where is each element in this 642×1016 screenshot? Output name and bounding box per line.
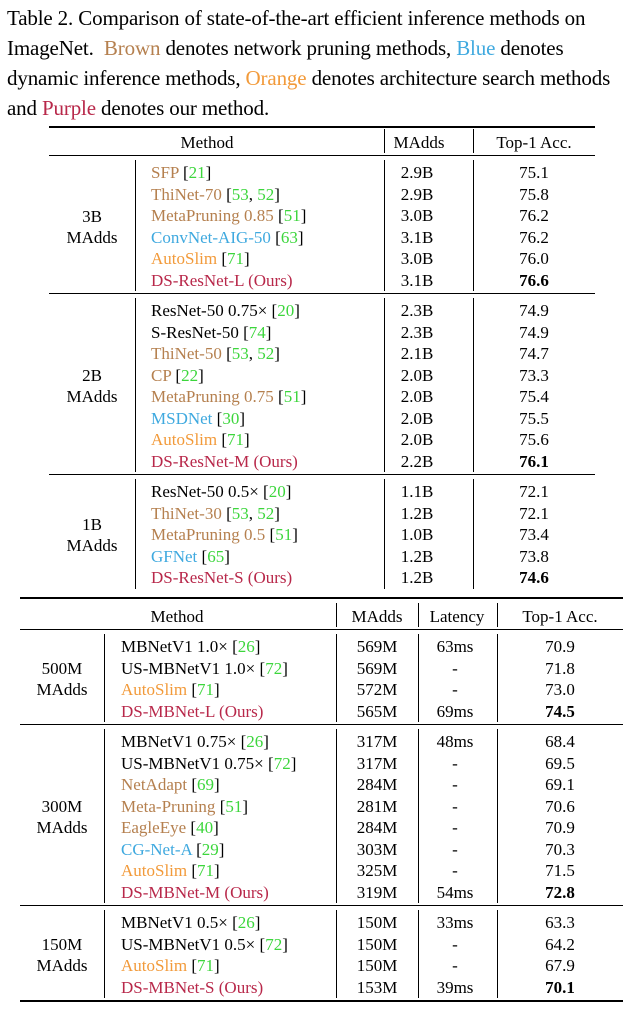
- madds-value: 2.0B: [400, 387, 434, 406]
- method-cell: AutoSlim [71]: [151, 249, 250, 268]
- madds-value: 150M: [356, 913, 398, 932]
- method-cell: AutoSlim [71]: [121, 956, 220, 975]
- header-method: Method: [180, 133, 234, 152]
- method-cell: AutoSlim [71]: [121, 861, 220, 880]
- latency-value: -: [452, 861, 458, 880]
- citation-link[interactable]: 26: [237, 637, 255, 656]
- citation-link[interactable]: 69: [197, 775, 215, 794]
- header-latency: Latency: [429, 607, 485, 626]
- madds-value: 317M: [356, 732, 398, 751]
- top1-value: 69.5: [545, 753, 575, 773]
- citation-link[interactable]: 53: [231, 344, 249, 363]
- method-cell: GFNet [65]: [151, 546, 230, 566]
- group-label: [36, 934, 87, 976]
- citation-link[interactable]: 20: [268, 482, 286, 501]
- top1-value: 76.2: [519, 206, 549, 225]
- column-divider: [336, 634, 337, 722]
- top1-value: 72.1: [519, 503, 549, 523]
- method-name: S-ResNet-50: [151, 322, 239, 342]
- method-name: US-MBNetV1 0.75×: [121, 753, 264, 773]
- citation-link[interactable]: 72: [273, 753, 291, 773]
- group-label-line: 1B: [82, 514, 102, 534]
- method-name: NetAdapt: [121, 775, 188, 794]
- method-cell: MetaPruning 0.85 [51]: [151, 206, 307, 225]
- citation-link[interactable]: 71: [197, 956, 215, 975]
- group-rule: [20, 905, 623, 906]
- group-divider: [104, 634, 105, 722]
- madds-value: 1.2B: [400, 568, 434, 587]
- group-rule: [20, 724, 623, 725]
- method-cell: [151, 567, 292, 588]
- method-cell: ResNet-50 0.5× [20]: [151, 482, 292, 501]
- madds-value: 2.9B: [400, 163, 434, 182]
- column-divider: [497, 729, 498, 903]
- madds-value: 319M: [356, 882, 398, 902]
- caption-after-blue: denotes dynamic inference methods,: [7, 36, 564, 90]
- madds-value: 1.2B: [400, 503, 434, 523]
- top1-value: 70.1: [545, 977, 575, 997]
- group-label-line: MAdds: [36, 956, 88, 975]
- method-cell: ConvNet-AIG-50 [63]: [151, 227, 304, 247]
- column-divider: [336, 910, 337, 998]
- method-cell: US-MBNetV1 0.75× [72]: [121, 753, 297, 773]
- top1-value: 73.3: [519, 365, 549, 385]
- latency-value: -: [452, 934, 458, 954]
- column-divider: [384, 479, 385, 589]
- method-name: DS-MBNet-S (Ours): [121, 977, 264, 997]
- method-cell: MSDNet [30]: [151, 408, 245, 428]
- method-name: DS-ResNet-S (Ours): [151, 568, 293, 587]
- top1-value: 70.6: [545, 796, 575, 816]
- top1-value: 68.4: [545, 732, 575, 751]
- column-divider: [473, 129, 474, 153]
- madds-value: 565M: [356, 701, 398, 721]
- top1-value: 73.0: [545, 680, 575, 699]
- method-name: AutoSlim: [151, 249, 218, 268]
- method-name: ThiNet-50: [151, 344, 222, 363]
- top1-value: 70.3: [545, 839, 575, 859]
- top1-value: 74.6: [519, 568, 549, 587]
- top1-value: 64.2: [545, 934, 575, 954]
- citation-link[interactable]: 29: [201, 839, 219, 859]
- column-divider: [336, 729, 337, 903]
- column-divider: [497, 634, 498, 722]
- method-name: CP: [151, 365, 172, 385]
- latency-value: 54ms: [436, 882, 474, 902]
- caption-brown-word: Brown: [103, 36, 161, 60]
- method-cell: ThiNet-50 [53, 52]: [151, 344, 280, 363]
- madds-value: 2.0B: [400, 408, 434, 428]
- top1-value: 76.6: [519, 270, 549, 290]
- group-label-line: 3B: [82, 206, 102, 226]
- header-rule: [20, 629, 623, 630]
- citation-link[interactable]: 51: [283, 206, 301, 225]
- column-divider: [473, 479, 474, 589]
- citation-link[interactable]: 71: [227, 249, 245, 268]
- method-cell: SFP [21]: [151, 163, 212, 182]
- madds-value: 3.1B: [400, 270, 434, 290]
- caption-after-brown: denotes network pruning methods,: [165, 36, 452, 60]
- citation-link[interactable]: 71: [197, 861, 215, 880]
- group-label-line: 2B: [82, 366, 102, 385]
- group-divider: [135, 479, 136, 589]
- method-cell: [121, 882, 269, 903]
- madds-value: 2.0B: [400, 430, 434, 449]
- method-name: MetaPruning 0.85: [151, 206, 274, 225]
- method-name: ThiNet-70: [151, 184, 222, 204]
- latency-value: -: [452, 839, 458, 859]
- method-name: CG-Net-A: [121, 839, 192, 859]
- method-cell: ThiNet-30 [53, 52]: [151, 503, 280, 523]
- citation-link[interactable]: 72: [265, 934, 283, 954]
- citation-link[interactable]: 53: [231, 503, 249, 523]
- table-caption: [7, 3, 637, 123]
- header-madds: MAdds: [393, 133, 445, 152]
- group-label: [36, 796, 87, 838]
- top1-value: 70.9: [545, 818, 575, 837]
- method-name: AutoSlim: [121, 956, 188, 975]
- citation-link[interactable]: 72: [265, 658, 283, 678]
- table2-bottom-rule: [20, 1000, 623, 1002]
- column-divider: [418, 603, 419, 627]
- top1-value: 70.9: [545, 637, 575, 656]
- header-top1: Top-1 Acc.: [522, 607, 598, 626]
- citation-link[interactable]: 74: [248, 322, 266, 342]
- column-divider: [418, 634, 419, 722]
- method-name: MBNetV1 0.75×: [121, 732, 237, 751]
- method-cell: CP [22]: [151, 365, 204, 385]
- top1-value: 74.7: [519, 344, 549, 363]
- method-cell: MBNetV1 0.75× [26]: [121, 732, 269, 751]
- method-cell: AutoSlim [71]: [151, 430, 250, 449]
- group-rule: [49, 474, 595, 475]
- madds-value: 3.1B: [400, 227, 434, 247]
- column-divider: [384, 129, 385, 153]
- top1-value: 76.1: [519, 451, 549, 471]
- top1-value: 74.5: [545, 701, 575, 721]
- method-cell: ResNet-50 0.75× [20]: [151, 301, 300, 320]
- caption-after-purple: denotes our method.: [101, 96, 270, 120]
- header-madds: MAdds: [351, 607, 403, 626]
- madds-value: 1.2B: [400, 546, 434, 566]
- method-cell: MBNetV1 1.0× [26]: [121, 637, 261, 656]
- madds-value: 1.1B: [400, 482, 434, 501]
- group-label: [66, 514, 117, 556]
- citation-link[interactable]: 71: [197, 680, 215, 699]
- madds-value: 1.0B: [400, 525, 434, 544]
- method-name: ResNet-50 0.5×: [151, 482, 259, 501]
- latency-value: -: [452, 753, 458, 773]
- madds-value: 3.0B: [400, 206, 434, 225]
- citation-link[interactable]: 63: [280, 227, 298, 247]
- method-name: MSDNet: [151, 408, 213, 428]
- group-rule: [49, 293, 595, 294]
- method-cell: MetaPruning 0.75 [51]: [151, 387, 307, 406]
- latency-value: 69ms: [436, 701, 474, 721]
- method-name: US-MBNetV1 1.0×: [121, 658, 256, 678]
- latency-value: -: [452, 680, 458, 699]
- latency-value: -: [452, 956, 458, 975]
- column-divider: [418, 910, 419, 998]
- group-label: [66, 365, 117, 407]
- latency-value: 39ms: [436, 977, 474, 997]
- method-name: GFNet: [151, 546, 198, 566]
- table2-top-rule: [20, 597, 623, 599]
- group-label-line: 500M: [41, 659, 83, 678]
- caption-blue-word: Blue: [456, 36, 496, 60]
- citation-link[interactable]: 26: [237, 913, 255, 932]
- madds-value: 2.9B: [400, 184, 434, 204]
- method-name: DS-ResNet-M (Ours): [151, 451, 298, 471]
- citation-link[interactable]: 26: [246, 732, 264, 751]
- method-cell: US-MBNetV1 1.0× [72]: [121, 658, 288, 678]
- method-name: ResNet-50 0.75×: [151, 301, 268, 320]
- table1-top-rule: [49, 126, 595, 128]
- top1-value: 76.2: [519, 227, 549, 247]
- citation-link[interactable]: 52: [257, 503, 275, 523]
- latency-value: -: [452, 658, 458, 678]
- madds-value: 569M: [356, 637, 398, 656]
- method-name: DS-MBNet-M (Ours): [121, 882, 269, 902]
- citation-link[interactable]: 51: [275, 525, 293, 544]
- madds-value: 2.1B: [400, 344, 434, 363]
- method-cell: [151, 451, 298, 472]
- method-cell: MetaPruning 0.5 [51]: [151, 525, 298, 544]
- latency-value: -: [452, 796, 458, 816]
- madds-value: 3.0B: [400, 249, 434, 268]
- citation-link[interactable]: 52: [257, 344, 275, 363]
- top1-value: 76.0: [519, 249, 549, 268]
- header-top1: Top-1 Acc.: [496, 133, 572, 152]
- latency-value: 63ms: [436, 637, 474, 656]
- citation-link[interactable]: 52: [257, 184, 275, 204]
- group-label-line: MAdds: [66, 227, 118, 247]
- madds-value: 2.3B: [400, 322, 434, 342]
- madds-value: 569M: [356, 658, 398, 678]
- method-cell: Meta-Pruning [51]: [121, 796, 249, 816]
- top1-value: 71.5: [545, 861, 575, 880]
- top1-value: 75.5: [519, 408, 549, 428]
- group-label-line: MAdds: [36, 680, 88, 699]
- top1-value: 75.8: [519, 184, 549, 204]
- citation-link[interactable]: 20: [277, 301, 295, 320]
- method-cell: [121, 701, 263, 722]
- top1-value: 69.1: [545, 775, 575, 794]
- column-divider: [384, 298, 385, 472]
- column-divider: [473, 160, 474, 291]
- caption-orange-word: Orange: [245, 66, 307, 90]
- madds-value: 284M: [356, 775, 398, 794]
- top1-value: 75.4: [519, 387, 549, 406]
- column-divider: [497, 603, 498, 627]
- method-name: AutoSlim: [151, 430, 218, 449]
- top1-value: 73.4: [519, 525, 549, 544]
- citation-link[interactable]: 30: [222, 408, 240, 428]
- citation-link[interactable]: 22: [181, 365, 199, 385]
- method-name: US-MBNetV1 0.5×: [121, 934, 256, 954]
- top1-value: 63.3: [545, 913, 575, 932]
- citation-link[interactable]: 51: [283, 387, 301, 406]
- madds-value: 281M: [356, 796, 398, 816]
- madds-value: 2.2B: [400, 451, 434, 471]
- citation-link[interactable]: 40: [196, 818, 214, 837]
- group-divider: [104, 729, 105, 903]
- madds-value: 284M: [356, 818, 398, 837]
- method-name: ConvNet-AIG-50: [151, 227, 271, 247]
- method-name: EagleEye: [121, 818, 187, 837]
- madds-value: 2.3B: [400, 301, 434, 320]
- latency-value: -: [452, 775, 458, 794]
- group-label-line: MAdds: [66, 387, 118, 406]
- madds-value: 325M: [356, 861, 398, 880]
- group-divider: [135, 160, 136, 291]
- column-divider: [473, 298, 474, 472]
- madds-value: 303M: [356, 839, 398, 859]
- top1-value: 74.9: [519, 301, 549, 320]
- column-divider: [336, 603, 337, 627]
- method-cell: EagleEye [40]: [121, 818, 219, 837]
- method-cell: US-MBNetV1 0.5× [72]: [121, 934, 288, 954]
- madds-value: 150M: [356, 934, 398, 954]
- group-label-line: MAdds: [36, 818, 88, 837]
- caption-after-orange: denotes architecture search methods and: [7, 66, 611, 120]
- method-name: AutoSlim: [121, 861, 188, 880]
- method-cell: MBNetV1 0.5× [26]: [121, 913, 261, 932]
- latency-value: 33ms: [436, 913, 474, 932]
- top1-value: 75.1: [519, 163, 549, 182]
- group-label-line: 150M: [41, 935, 83, 954]
- caption-intro: Table 2. Comparison of state-of-the-art efficient inference methods on ImageNet.: [7, 6, 586, 60]
- method-name: MBNetV1 0.5×: [121, 913, 228, 932]
- latency-value: 48ms: [436, 732, 474, 751]
- method-name: MBNetV1 1.0×: [121, 637, 228, 656]
- method-name: AutoSlim: [121, 680, 188, 699]
- madds-value: 150M: [356, 956, 398, 975]
- column-divider: [384, 160, 385, 291]
- method-name: MetaPruning 0.75: [151, 387, 274, 406]
- method-cell: [151, 270, 292, 291]
- citation-link[interactable]: 53: [231, 184, 249, 204]
- top1-value: 71.8: [545, 658, 575, 678]
- column-divider: [418, 729, 419, 903]
- method-cell: S-ResNet-50 [74]: [151, 322, 272, 342]
- header-rule: [49, 155, 595, 156]
- method-name: DS-MBNet-L (Ours): [121, 701, 264, 721]
- top1-value: 72.1: [519, 482, 549, 501]
- top1-value: 67.9: [545, 956, 575, 975]
- method-cell: AutoSlim [71]: [121, 680, 220, 699]
- method-name: Meta-Pruning: [121, 796, 216, 816]
- madds-value: 572M: [356, 680, 398, 699]
- method-cell: NetAdapt [69]: [121, 775, 220, 794]
- group-label: [36, 658, 87, 700]
- top1-value: 75.6: [519, 430, 549, 449]
- citation-link[interactable]: 51: [225, 796, 243, 816]
- group-label-line: MAdds: [66, 535, 118, 555]
- group-divider: [135, 298, 136, 472]
- citation-link[interactable]: 21: [188, 163, 206, 182]
- latency-value: -: [452, 818, 458, 837]
- madds-value: 317M: [356, 753, 398, 773]
- header-method: Method: [150, 607, 204, 626]
- top1-value: 73.8: [519, 546, 549, 566]
- method-name: ThiNet-30: [151, 503, 222, 523]
- method-cell: ThiNet-70 [53, 52]: [151, 184, 280, 204]
- citation-link[interactable]: 65: [207, 546, 225, 566]
- top1-value: 74.9: [519, 322, 549, 342]
- group-label-line: 300M: [41, 797, 83, 816]
- method-name: SFP: [151, 163, 179, 182]
- caption-purple-word: Purple: [41, 96, 96, 120]
- group-divider: [104, 910, 105, 998]
- method-name: MetaPruning 0.5: [151, 525, 266, 544]
- method-name: DS-ResNet-L (Ours): [151, 270, 293, 290]
- top1-value: 72.8: [545, 882, 575, 902]
- madds-value: 2.0B: [400, 365, 434, 385]
- method-cell: [121, 977, 263, 998]
- madds-value: 153M: [356, 977, 398, 997]
- group-label: [66, 206, 117, 248]
- method-cell: CG-Net-A [29]: [121, 839, 225, 859]
- citation-link[interactable]: 71: [227, 430, 245, 449]
- column-divider: [497, 910, 498, 998]
